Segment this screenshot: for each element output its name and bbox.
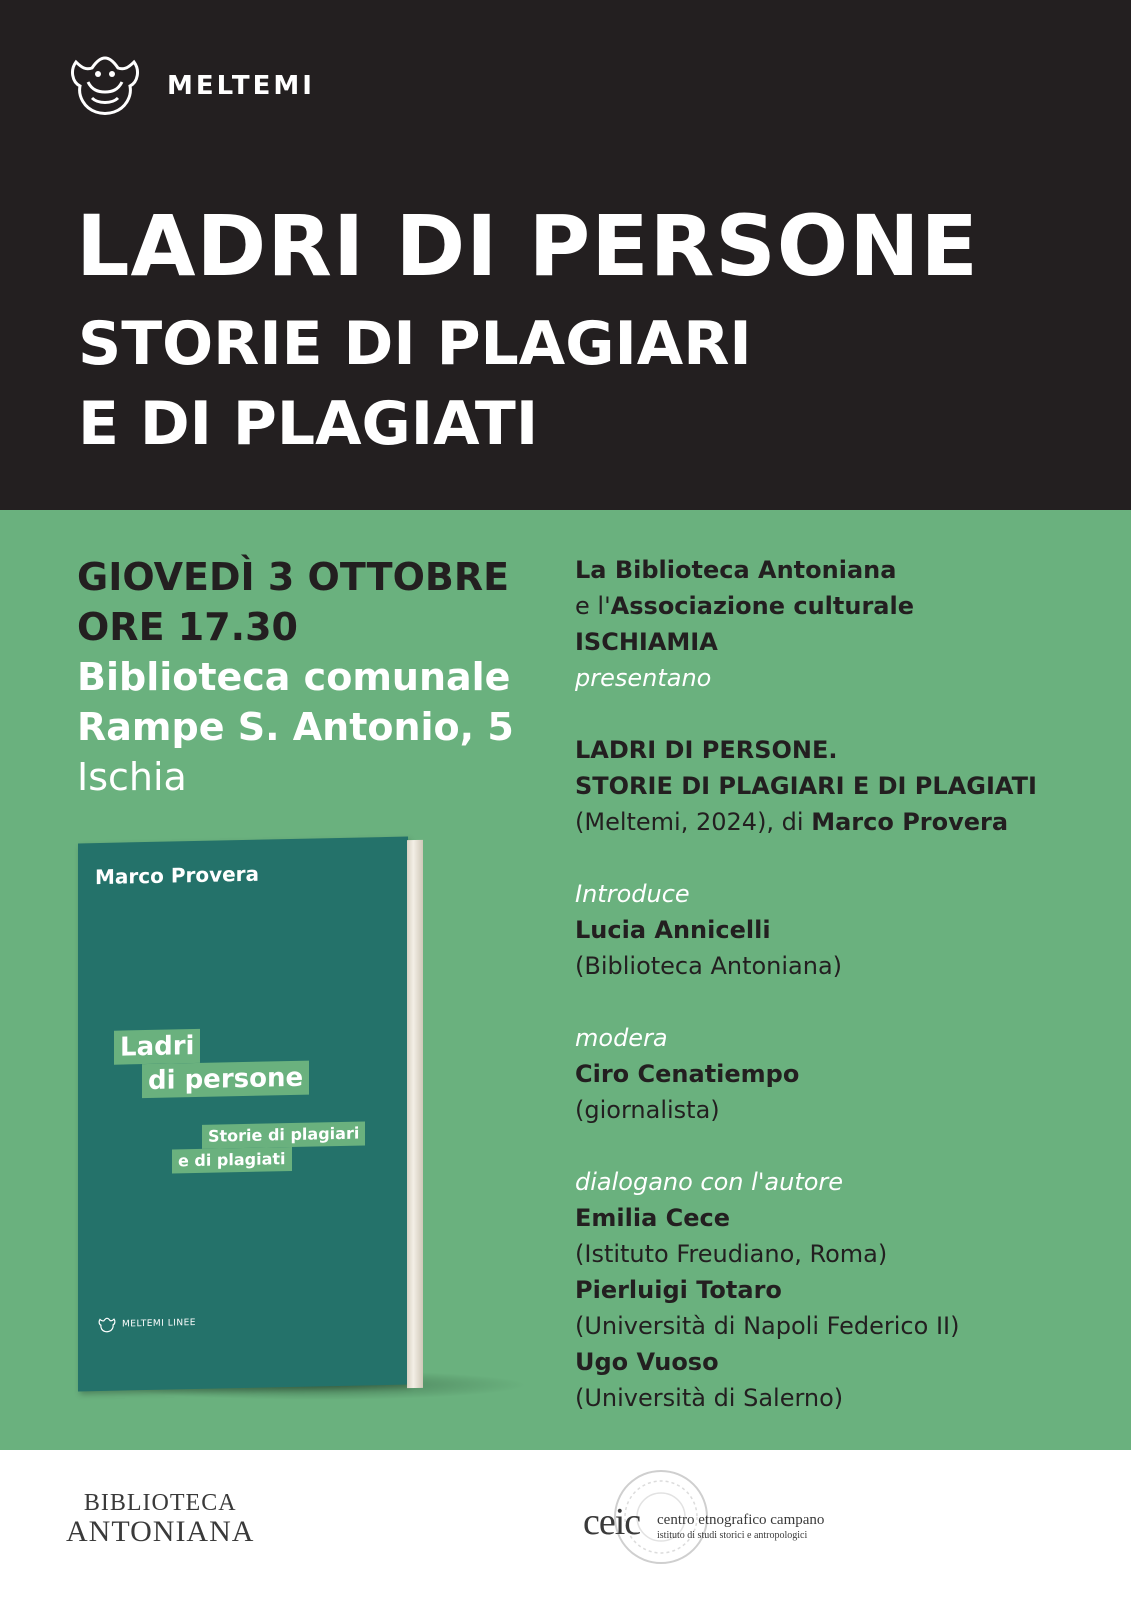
- book-cover-subtitle: e di plagiati: [172, 1147, 292, 1174]
- ceic-logo-text: ceic: [583, 1501, 641, 1543]
- brand-name: MELTEMI: [167, 71, 315, 101]
- book-cover-subtitle: Storie di plagiari: [202, 1121, 365, 1148]
- presentano-label: presentano: [575, 664, 712, 692]
- book-cover-series: MELTEMI LINEE: [122, 1317, 196, 1330]
- event-venue: Biblioteca comunale: [77, 655, 511, 699]
- organizer: ISCHIAMIA: [575, 628, 718, 656]
- bib-logo-line: BIBLIOTECA: [83, 1490, 237, 1516]
- organizer-prefix: e l': [575, 592, 611, 620]
- ceic-name: centro etnografico campano: [657, 1512, 825, 1528]
- publisher: (Meltemi, 2024), di: [575, 808, 812, 836]
- footer-band: [0, 1450, 1131, 1600]
- event-details: [77, 552, 514, 802]
- dialogano-label: dialogano con l'autore: [575, 1168, 844, 1196]
- book-author: Marco Provera: [811, 808, 1009, 836]
- modera-name: Ciro Cenatiempo: [575, 1060, 800, 1088]
- book-cover: [78, 837, 408, 1392]
- details-band: [0, 510, 1131, 1450]
- event-time: ORE 17.30: [77, 605, 298, 649]
- page-title: LADRI DI PERSONE: [76, 197, 979, 295]
- header-band: [0, 0, 1131, 510]
- book-title: STORIE DI PLAGIARI E DI PLAGIATI: [575, 772, 1037, 800]
- speaker-affiliation: (Università di Napoli Federico II): [575, 1312, 960, 1340]
- book-pages: [407, 840, 423, 1388]
- book-title: LADRI DI PERSONE.: [575, 736, 838, 764]
- modera-label: modera: [575, 1024, 668, 1052]
- organizer-line: [575, 588, 1115, 624]
- meltemi-logo-icon: [68, 52, 142, 118]
- introduce-affiliation: (Biblioteca Antoniana): [575, 952, 843, 980]
- subtitle-line: E DI PLAGIATI: [78, 389, 539, 459]
- speaker-affiliation: (Istituto Freudiano, Roma): [575, 1240, 888, 1268]
- introduce-name: Lucia Annicelli: [575, 916, 771, 944]
- biblioteca-antoniana-logo: [66, 1490, 254, 1548]
- bib-logo-line: ANTONIANA: [66, 1515, 255, 1548]
- event-program: [575, 552, 1115, 1416]
- subtitle-line: STORIE DI PLAGIARI: [78, 309, 752, 379]
- event-address: Rampe S. Antonio, 5: [77, 705, 514, 749]
- introduce-label: Introduce: [575, 880, 690, 908]
- speaker-name: Emilia Cece: [575, 1204, 731, 1232]
- ceic-subtitle: istituto di studi storici e antropologici: [657, 1530, 808, 1541]
- organizer: La Biblioteca Antoniana: [575, 556, 897, 584]
- event-day: GIOVEDÌ 3 OTTOBRE: [77, 555, 510, 599]
- meltemi-small-logo-icon: [98, 1317, 116, 1333]
- publisher-line: [575, 804, 1115, 840]
- speaker-name: Ugo Vuoso: [575, 1348, 719, 1376]
- event-city: Ischia: [77, 755, 187, 799]
- speaker-name: Pierluigi Totaro: [575, 1276, 782, 1304]
- page-subtitle: [78, 304, 752, 464]
- book-cover-title: di persone: [142, 1061, 309, 1099]
- speaker-affiliation: (Università di Salerno): [575, 1384, 844, 1412]
- book-cover-title: Ladri: [114, 1029, 200, 1065]
- modera-affiliation: (giornalista): [575, 1096, 720, 1124]
- book-cover-author: Marco Provera: [95, 861, 260, 890]
- organizer: Associazione culturale: [610, 592, 914, 620]
